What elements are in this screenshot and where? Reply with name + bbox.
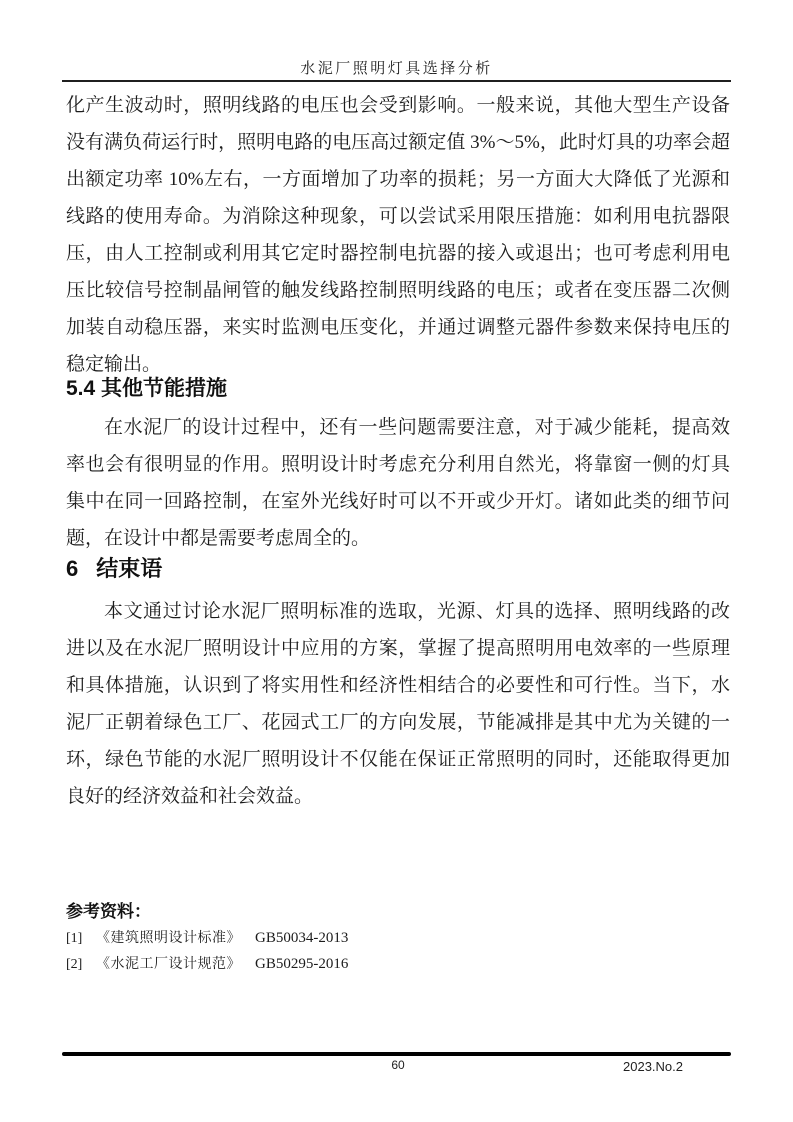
section-title: 结束语 [96,556,163,581]
text-line: 压比较信号控制晶闸管的触发线路控制照明线路的电压；或者在变压器二次侧 [66,280,730,301]
text-line: 泥厂正朝着绿色工厂、花园式工厂的方向发展，节能减排是其中尤为关键的一 [66,712,730,733]
text-line: 出额定功率 10%左右，一方面增加了功率的损耗；另一方面大大降低了光源和 [66,169,730,190]
reference-standard-code: GB50295-2016 [255,956,349,972]
text-line: 良好的经济效益和社会效益。 [66,786,314,807]
text-line: 题，在设计中都是需要考虑周全的。 [66,528,371,549]
text-line: 加装自动稳压器，来实时监测电压变化，并通过调整元器件参数来保持电压的 [66,317,730,338]
journal-issue-label: 2023.No.2 [623,1059,683,1074]
text-line: 集中在同一回路控制，在室外光线好时可以不开或少开灯。诸如此类的细节问 [66,491,730,512]
reference-item [66,928,730,949]
section-number: 6 [66,556,79,581]
footer-divider-rule [62,1052,731,1056]
text-line: 线路的使用寿命。为消除这种现象，可以尝试采用限压措施：如利用电抗器限 [66,206,730,227]
reference-name: 《建筑照明设计标准》 [96,931,241,946]
text-line: 环，绿色节能的水泥厂照明设计不仅能在保证正常照明的同时，还能取得更加 [66,749,730,770]
reference-index: [2] [66,957,83,972]
text-line: 压，由人工控制或利用其它定时器控制电抗器的接入或退出；也可考虑利用电 [66,243,730,264]
reference-index: [1] [66,931,83,946]
reference-standard-code: GB50034-2013 [255,930,349,946]
page-number: 60 [391,1058,405,1072]
paragraph-other-energy-saving [66,409,730,557]
paragraph-voltage-regulation [66,87,730,383]
text-line: 和具体措施，认识到了将实用性和经济性相结合的必要性和可行性。当下，水 [66,675,730,696]
references-title: 参考资料： [66,902,151,921]
text-line: 进以及在水泥厂照明设计中应用的方案，掌握了提高照明用电效率的一些原理 [66,638,730,659]
reference-item [66,954,730,975]
paragraph-conclusion [66,593,730,815]
text-line: 率也会有很明显的作用。照明设计时考虑充分利用自然光，将靠窗一侧的灯具 [66,454,730,475]
text-line: 没有满负荷运行时，照明电路的电压高过额定值 3%～5%，此时灯具的功率会超 [66,132,730,153]
text-line: 在水泥厂的设计过程中，还有一些问题需要注意，对于减少能耗，提高效 [104,417,730,438]
running-head-title: 水泥厂照明灯具选择分析 [300,61,493,77]
reference-name: 《水泥工厂设计规范》 [96,957,241,972]
header-divider-rule [62,80,731,82]
text-line: 本文通过讨论水泥厂照明标准的选取，光源、灯具的选择、照明线路的改 [104,601,730,622]
section-heading-6 [66,555,162,582]
text-line: 化产生波动时，照明线路的电压也会受到影响。一般来说，其他大型生产设备 [66,95,730,116]
section-heading-5-4: 5.4 其他节能措施 [66,377,228,400]
references-section [66,901,730,975]
text-line: 稳定输出。 [66,354,162,375]
